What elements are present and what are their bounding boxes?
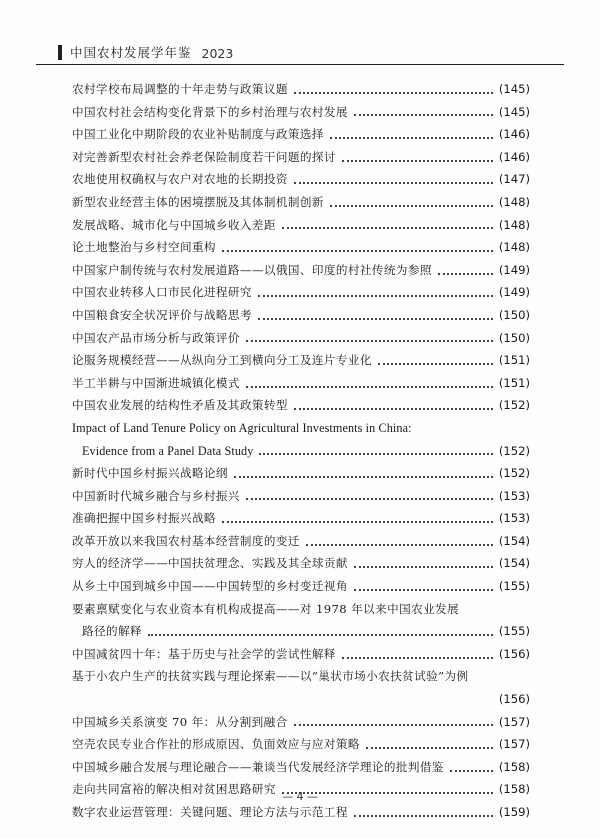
toc-entry xyxy=(72,643,530,666)
toc-entry xyxy=(72,214,530,237)
toc-entry xyxy=(72,530,530,553)
toc-entry xyxy=(72,598,530,621)
toc-entry-page: (153) xyxy=(498,488,530,503)
toc-entry-page: (152) xyxy=(498,443,530,458)
toc-entry-title: 基于小农户生产的扶贫实践与理论探索——以“巢状市场小农扶贫试验”为例 xyxy=(72,669,469,684)
toc-entry xyxy=(72,485,530,508)
toc-entry-title: 改革开放以来我国农村基本经营制度的变迁 xyxy=(72,533,300,548)
toc-entry-page: (158) xyxy=(498,782,530,797)
toc-entry xyxy=(72,101,530,124)
toc-entry xyxy=(72,236,530,259)
toc-entry-title: 新时代中国乡村振兴战略论纲 xyxy=(72,466,228,481)
toc-entry-title: 中国农村社会结构变化背景下的乡村治理与农村发展 xyxy=(72,104,348,119)
toc-entry-page: (156) xyxy=(498,646,530,661)
toc-entry-page: (157) xyxy=(498,714,530,729)
toc-entry-title: 准确把握中国乡村振兴战略 xyxy=(72,511,216,526)
toc-entry xyxy=(72,756,530,779)
toc-entry xyxy=(72,78,530,101)
toc-entry-title: 中国工业化中期阶段的农业补贴制度与政策选择 xyxy=(72,127,324,142)
header-bar xyxy=(58,45,62,60)
toc-entry-page: (146) xyxy=(498,127,530,142)
toc-entry-page: (148) xyxy=(498,194,530,209)
toc-entry xyxy=(72,733,530,756)
toc-entry-page: (157) xyxy=(498,737,530,752)
toc-entry-title: 要素禀赋变化与农业资本有机构成提高——对 1978 年以来中国农业发展 xyxy=(72,601,460,616)
toc-entry-page: (149) xyxy=(498,262,530,277)
toc-entry xyxy=(72,801,530,824)
toc-entry-page: (148) xyxy=(498,240,530,255)
toc-entry xyxy=(72,372,530,395)
toc-entry-page: (150) xyxy=(498,307,530,322)
toc-entry-title: 从乡土中国到城乡中国——中国转型的乡村变迁视角 xyxy=(72,579,348,594)
toc-entry-page: (145) xyxy=(498,104,530,119)
toc-entry-title: 论服务规模经营——从纵向分工到横向分工及连片专业化 xyxy=(72,353,372,368)
toc-entry-page: (156) xyxy=(498,692,530,707)
toc-entry-title: 路径的解释 xyxy=(82,624,142,639)
book-year: 2023 xyxy=(201,46,234,61)
toc-entry-title: 农地使用权确权与农户对农地的长期投资 xyxy=(72,172,288,187)
toc-entry-title: 半工半耕与中国渐进城镇化模式 xyxy=(72,375,240,390)
toc-entry-title: Impact of Land Tenure Policy on Agricultural Investments in China: xyxy=(72,420,412,435)
toc-entry-title: 中国新时代城乡融合与乡村振兴 xyxy=(72,488,240,503)
toc-entry-title: 发展战略、城市化与中国城乡收入差距 xyxy=(72,217,276,232)
toc-entry-title: 中国农产品市场分析与政策评价 xyxy=(72,330,240,345)
toc-entry-page: (150) xyxy=(498,330,530,345)
toc-entry-page: (145) xyxy=(498,82,530,96)
toc-entry xyxy=(72,552,530,575)
toc-entry-page: (154) xyxy=(498,556,530,571)
toc-entry xyxy=(72,507,530,530)
toc-entry-continuation xyxy=(72,688,530,711)
toc-entry-page: (155) xyxy=(498,579,530,594)
toc-entry-page: (158) xyxy=(498,759,530,774)
toc-entry-title: Evidence from a Panel Data Study xyxy=(82,443,254,458)
toc-entry-title: 穷人的经济学——中国扶贫理念、实践及其全球贡献 xyxy=(72,556,348,571)
toc-entry xyxy=(72,123,530,146)
toc-entry-page: (148) xyxy=(498,217,530,232)
toc-entry-continuation xyxy=(72,620,530,643)
toc-entry xyxy=(72,327,530,350)
table-of-contents xyxy=(72,78,530,824)
toc-entry xyxy=(72,394,530,417)
toc-entry-title: 中国减贫四十年：基于历史与社会学的尝试性解释 xyxy=(72,646,336,661)
toc-entry-title: 走向共同富裕的解决相对贫困思路研究 xyxy=(72,782,276,797)
toc-entry xyxy=(72,575,530,598)
toc-entry xyxy=(72,281,530,304)
toc-entry-title: 新型农业经营主体的困境摆脱及其体制机制创新 xyxy=(72,194,324,209)
toc-entry-page: (155) xyxy=(498,624,530,639)
toc-entry-title: 中国城乡关系演变 70 年：从分割到融合 xyxy=(72,714,288,729)
book-title: 中国农村发展学年鉴 xyxy=(70,45,192,60)
toc-entry-page: (149) xyxy=(498,285,530,300)
toc-entry-page: (147) xyxy=(498,172,530,187)
toc-entry-continuation xyxy=(72,440,530,463)
toc-entry xyxy=(72,259,530,282)
toc-entry-page: (151) xyxy=(498,353,530,368)
toc-entry xyxy=(72,711,530,734)
toc-entry-title: 中国家户制传统与农村发展道路——以俄国、印度的村社传统为参照 xyxy=(72,262,432,277)
toc-entry-page: (153) xyxy=(498,511,530,526)
toc-entry xyxy=(72,146,530,169)
toc-entry-page: (146) xyxy=(498,149,530,164)
toc-entry-title: 中国城乡融合发展与理论融合——兼谈当代发展经济学理论的批判借鉴 xyxy=(72,759,444,774)
toc-entry-page: (154) xyxy=(498,533,530,548)
toc-entry xyxy=(72,304,530,327)
toc-entry xyxy=(72,191,530,214)
toc-entry-title: 空壳农民专业合作社的形成原因、负面效应与应对策略 xyxy=(72,737,360,752)
toc-entry xyxy=(72,417,530,440)
toc-entry xyxy=(72,168,530,191)
toc-entry-title: 农村学校布局调整的十年走势与政策议题 xyxy=(72,82,288,96)
toc-entry-page: (152) xyxy=(498,466,530,481)
toc-entry xyxy=(72,462,530,485)
toc-entry-title: 中国农业发展的结构性矛盾及其政策转型 xyxy=(72,398,288,413)
toc-entry-title: 论土地整治与乡村空间重构 xyxy=(72,240,216,255)
toc-entry-page: (152) xyxy=(498,398,530,413)
toc-entry-title: 中国农业转移人口市民化进程研究 xyxy=(72,285,252,300)
toc-entry-title: 中国粮食安全状况评价与战略思考 xyxy=(72,307,252,322)
toc-entry xyxy=(72,349,530,372)
toc-entry xyxy=(72,665,530,688)
toc-entry-page: (151) xyxy=(498,375,530,390)
toc-entry-page: (159) xyxy=(498,805,530,819)
toc-entry-title: 数字农业运营管理：关键问题、理论方法与示范工程 xyxy=(72,805,348,819)
page-number: — 4 — xyxy=(282,790,318,803)
toc-entry-title: 对完善新型农村社会养老保险制度若干问题的探讨 xyxy=(72,149,336,164)
running-header xyxy=(36,40,564,65)
